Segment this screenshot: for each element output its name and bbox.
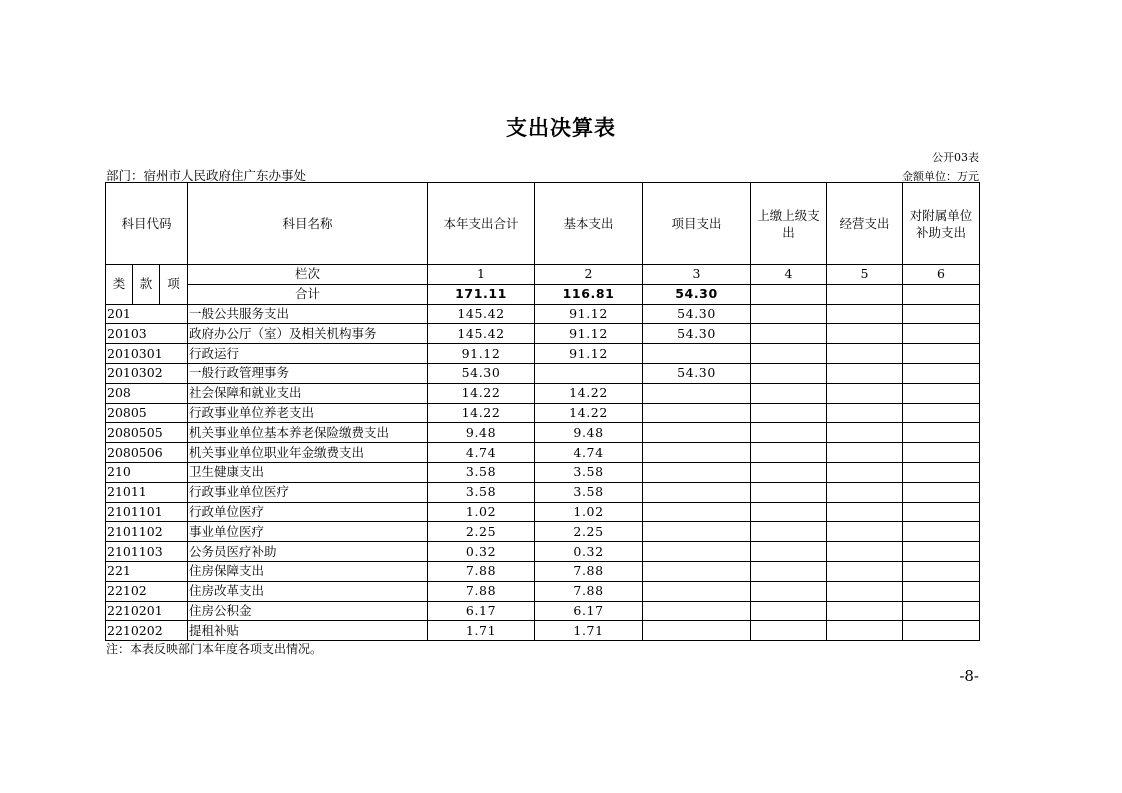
row-code: 208 <box>106 383 188 403</box>
table-row <box>106 522 980 542</box>
row-total: 7.88 <box>428 561 535 581</box>
row-business <box>827 403 903 423</box>
row-subsidy <box>903 601 980 621</box>
row-name: 一般行政管理事务 <box>188 363 428 383</box>
row-total: 14.22 <box>428 383 535 403</box>
row-subsidy <box>903 403 980 423</box>
header-project: 项目支出 <box>643 183 751 265</box>
row-upper <box>751 482 827 502</box>
row-total: 9.48 <box>428 423 535 443</box>
row-name: 住房保障支出 <box>188 561 428 581</box>
row-total: 91.12 <box>428 344 535 364</box>
row-subsidy <box>903 561 980 581</box>
col-number-5: 5 <box>827 265 903 285</box>
row-upper <box>751 581 827 601</box>
row-basic: 91.12 <box>535 324 643 344</box>
row-total: 54.30 <box>428 363 535 383</box>
col-number-6: 6 <box>903 265 980 285</box>
row-project: 54.30 <box>643 324 751 344</box>
row-subsidy <box>903 502 980 522</box>
totals-label: 合计 <box>188 284 428 304</box>
row-project <box>643 581 751 601</box>
row-name: 住房公积金 <box>188 601 428 621</box>
header-row <box>106 183 980 265</box>
row-basic: 14.22 <box>535 383 643 403</box>
row-subsidy <box>903 621 980 641</box>
totals-subsidy <box>903 284 980 304</box>
table-row <box>106 304 980 324</box>
row-upper <box>751 324 827 344</box>
row-project <box>643 383 751 403</box>
header-xiang: 项 <box>160 265 188 305</box>
row-upper <box>751 443 827 463</box>
row-total: 14.22 <box>428 403 535 423</box>
table-row <box>106 462 980 482</box>
row-basic: 1.71 <box>535 621 643 641</box>
row-subsidy <box>903 522 980 542</box>
row-name: 机关事业单位职业年金缴费支出 <box>188 443 428 463</box>
row-code: 201 <box>106 304 188 324</box>
table-row <box>106 324 980 344</box>
row-name: 事业单位医疗 <box>188 522 428 542</box>
row-name: 行政单位医疗 <box>188 502 428 522</box>
department-label: 部门：宿州市人民政府住广东办事处 <box>106 168 307 183</box>
row-basic: 7.88 <box>535 561 643 581</box>
header-business: 经营支出 <box>827 183 903 265</box>
table-row <box>106 561 980 581</box>
row-total: 2.25 <box>428 522 535 542</box>
row-project: 54.30 <box>643 304 751 324</box>
row-subsidy <box>903 304 980 324</box>
row-subsidy <box>903 324 980 344</box>
row-basic: 9.48 <box>535 423 643 443</box>
table-row <box>106 443 980 463</box>
row-basic: 6.17 <box>535 601 643 621</box>
table-row <box>106 601 980 621</box>
row-project <box>643 601 751 621</box>
row-upper <box>751 621 827 641</box>
row-basic: 3.58 <box>535 482 643 502</box>
row-business <box>827 423 903 443</box>
table-row <box>106 383 980 403</box>
table-row <box>106 482 980 502</box>
row-total: 1.71 <box>428 621 535 641</box>
unit-label: 金额单位：万元 <box>902 170 979 183</box>
row-project <box>643 561 751 581</box>
row-business <box>827 621 903 641</box>
row-name: 一般公共服务支出 <box>188 304 428 324</box>
document-title: 支出决算表 <box>506 116 616 140</box>
totals-row <box>106 284 980 304</box>
row-business <box>827 542 903 562</box>
col-number-1: 1 <box>428 265 535 285</box>
row-total: 0.32 <box>428 542 535 562</box>
header-subsidy: 对附属单位补助支出 <box>903 183 980 265</box>
row-basic <box>535 363 643 383</box>
row-upper <box>751 601 827 621</box>
header-total: 本年支出合计 <box>428 183 535 265</box>
row-total: 1.02 <box>428 502 535 522</box>
row-name: 住房改革支出 <box>188 581 428 601</box>
row-subsidy <box>903 462 980 482</box>
row-project: 54.30 <box>643 363 751 383</box>
row-upper <box>751 561 827 581</box>
page-number: -8- <box>959 667 979 685</box>
row-code: 2010301 <box>106 344 188 364</box>
row-subsidy <box>903 542 980 562</box>
row-upper <box>751 462 827 482</box>
row-code: 20805 <box>106 403 188 423</box>
row-basic: 3.58 <box>535 462 643 482</box>
row-total: 3.58 <box>428 482 535 502</box>
row-project <box>643 344 751 364</box>
totals-upper <box>751 284 827 304</box>
row-name: 公务员医疗补助 <box>188 542 428 562</box>
row-basic: 2.25 <box>535 522 643 542</box>
row-code: 221 <box>106 561 188 581</box>
header-code: 科目代码 <box>106 183 188 265</box>
row-name: 行政事业单位养老支出 <box>188 403 428 423</box>
row-business <box>827 522 903 542</box>
row-code: 2101103 <box>106 542 188 562</box>
table-note: 注：本表反映部门本年度各项支出情况。 <box>106 642 323 656</box>
totals-business <box>827 284 903 304</box>
row-total: 145.42 <box>428 324 535 344</box>
row-subsidy <box>903 443 980 463</box>
header-kuan: 款 <box>133 265 160 305</box>
row-subsidy <box>903 581 980 601</box>
row-code: 2210202 <box>106 621 188 641</box>
row-total: 4.74 <box>428 443 535 463</box>
row-code: 2101101 <box>106 502 188 522</box>
row-name: 社会保障和就业支出 <box>188 383 428 403</box>
row-project <box>643 542 751 562</box>
row-business <box>827 482 903 502</box>
row-business <box>827 462 903 482</box>
row-total: 7.88 <box>428 581 535 601</box>
row-name: 卫生健康支出 <box>188 462 428 482</box>
row-upper <box>751 363 827 383</box>
table-row <box>106 581 980 601</box>
row-basic: 0.32 <box>535 542 643 562</box>
col-number-4: 4 <box>751 265 827 285</box>
row-project <box>643 502 751 522</box>
row-name: 政府办公厅（室）及相关机构事务 <box>188 324 428 344</box>
row-total: 3.58 <box>428 462 535 482</box>
table-row <box>106 542 980 562</box>
row-business <box>827 581 903 601</box>
row-project <box>643 462 751 482</box>
row-business <box>827 443 903 463</box>
row-business <box>827 561 903 581</box>
row-subsidy <box>903 363 980 383</box>
row-project <box>643 522 751 542</box>
header-name: 科目名称 <box>188 183 428 265</box>
header-lei: 类 <box>106 265 133 305</box>
table-row <box>106 403 980 423</box>
row-basic: 91.12 <box>535 344 643 364</box>
row-subsidy <box>903 344 980 364</box>
header-basic: 基本支出 <box>535 183 643 265</box>
row-subsidy <box>903 423 980 443</box>
row-basic: 14.22 <box>535 403 643 423</box>
row-business <box>827 344 903 364</box>
totals-basic: 116.81 <box>535 284 643 304</box>
row-name: 行政运行 <box>188 344 428 364</box>
row-upper <box>751 522 827 542</box>
row-basic: 4.74 <box>535 443 643 463</box>
row-business <box>827 363 903 383</box>
row-code: 2080505 <box>106 423 188 443</box>
row-code: 21011 <box>106 482 188 502</box>
row-name: 行政事业单位医疗 <box>188 482 428 502</box>
row-code: 2101102 <box>106 522 188 542</box>
row-total: 6.17 <box>428 601 535 621</box>
row-project <box>643 423 751 443</box>
row-code: 20103 <box>106 324 188 344</box>
row-code: 2010302 <box>106 363 188 383</box>
row-project <box>643 482 751 502</box>
row-project <box>643 621 751 641</box>
table-row <box>106 621 980 641</box>
row-upper <box>751 383 827 403</box>
row-business <box>827 601 903 621</box>
row-business <box>827 502 903 522</box>
row-upper <box>751 403 827 423</box>
row-upper <box>751 423 827 443</box>
row-code: 22102 <box>106 581 188 601</box>
row-business <box>827 304 903 324</box>
row-project <box>643 443 751 463</box>
totals-total: 171.11 <box>428 284 535 304</box>
row-basic: 1.02 <box>535 502 643 522</box>
row-subsidy <box>903 482 980 502</box>
row-upper <box>751 502 827 522</box>
row-name: 提租补贴 <box>188 621 428 641</box>
row-upper <box>751 542 827 562</box>
lanci-label: 栏次 <box>188 265 428 285</box>
row-business <box>827 383 903 403</box>
table-row <box>106 344 980 364</box>
table-row <box>106 363 980 383</box>
row-basic: 7.88 <box>535 581 643 601</box>
row-subsidy <box>903 383 980 403</box>
row-upper <box>751 344 827 364</box>
row-code: 2080506 <box>106 443 188 463</box>
row-business <box>827 324 903 344</box>
col-number-3: 3 <box>643 265 751 285</box>
row-project <box>643 403 751 423</box>
row-total: 145.42 <box>428 304 535 324</box>
col-number-2: 2 <box>535 265 643 285</box>
table-code: 公开03表 <box>932 151 979 164</box>
row-name: 机关事业单位基本养老保险缴费支出 <box>188 423 428 443</box>
totals-project: 54.30 <box>643 284 751 304</box>
column-number-row <box>106 265 980 285</box>
expenditure-table <box>105 182 980 641</box>
table-row <box>106 502 980 522</box>
row-code: 210 <box>106 462 188 482</box>
row-basic: 91.12 <box>535 304 643 324</box>
row-upper <box>751 304 827 324</box>
row-code: 2210201 <box>106 601 188 621</box>
header-upper: 上缴上级支出 <box>751 183 827 265</box>
table-row <box>106 423 980 443</box>
